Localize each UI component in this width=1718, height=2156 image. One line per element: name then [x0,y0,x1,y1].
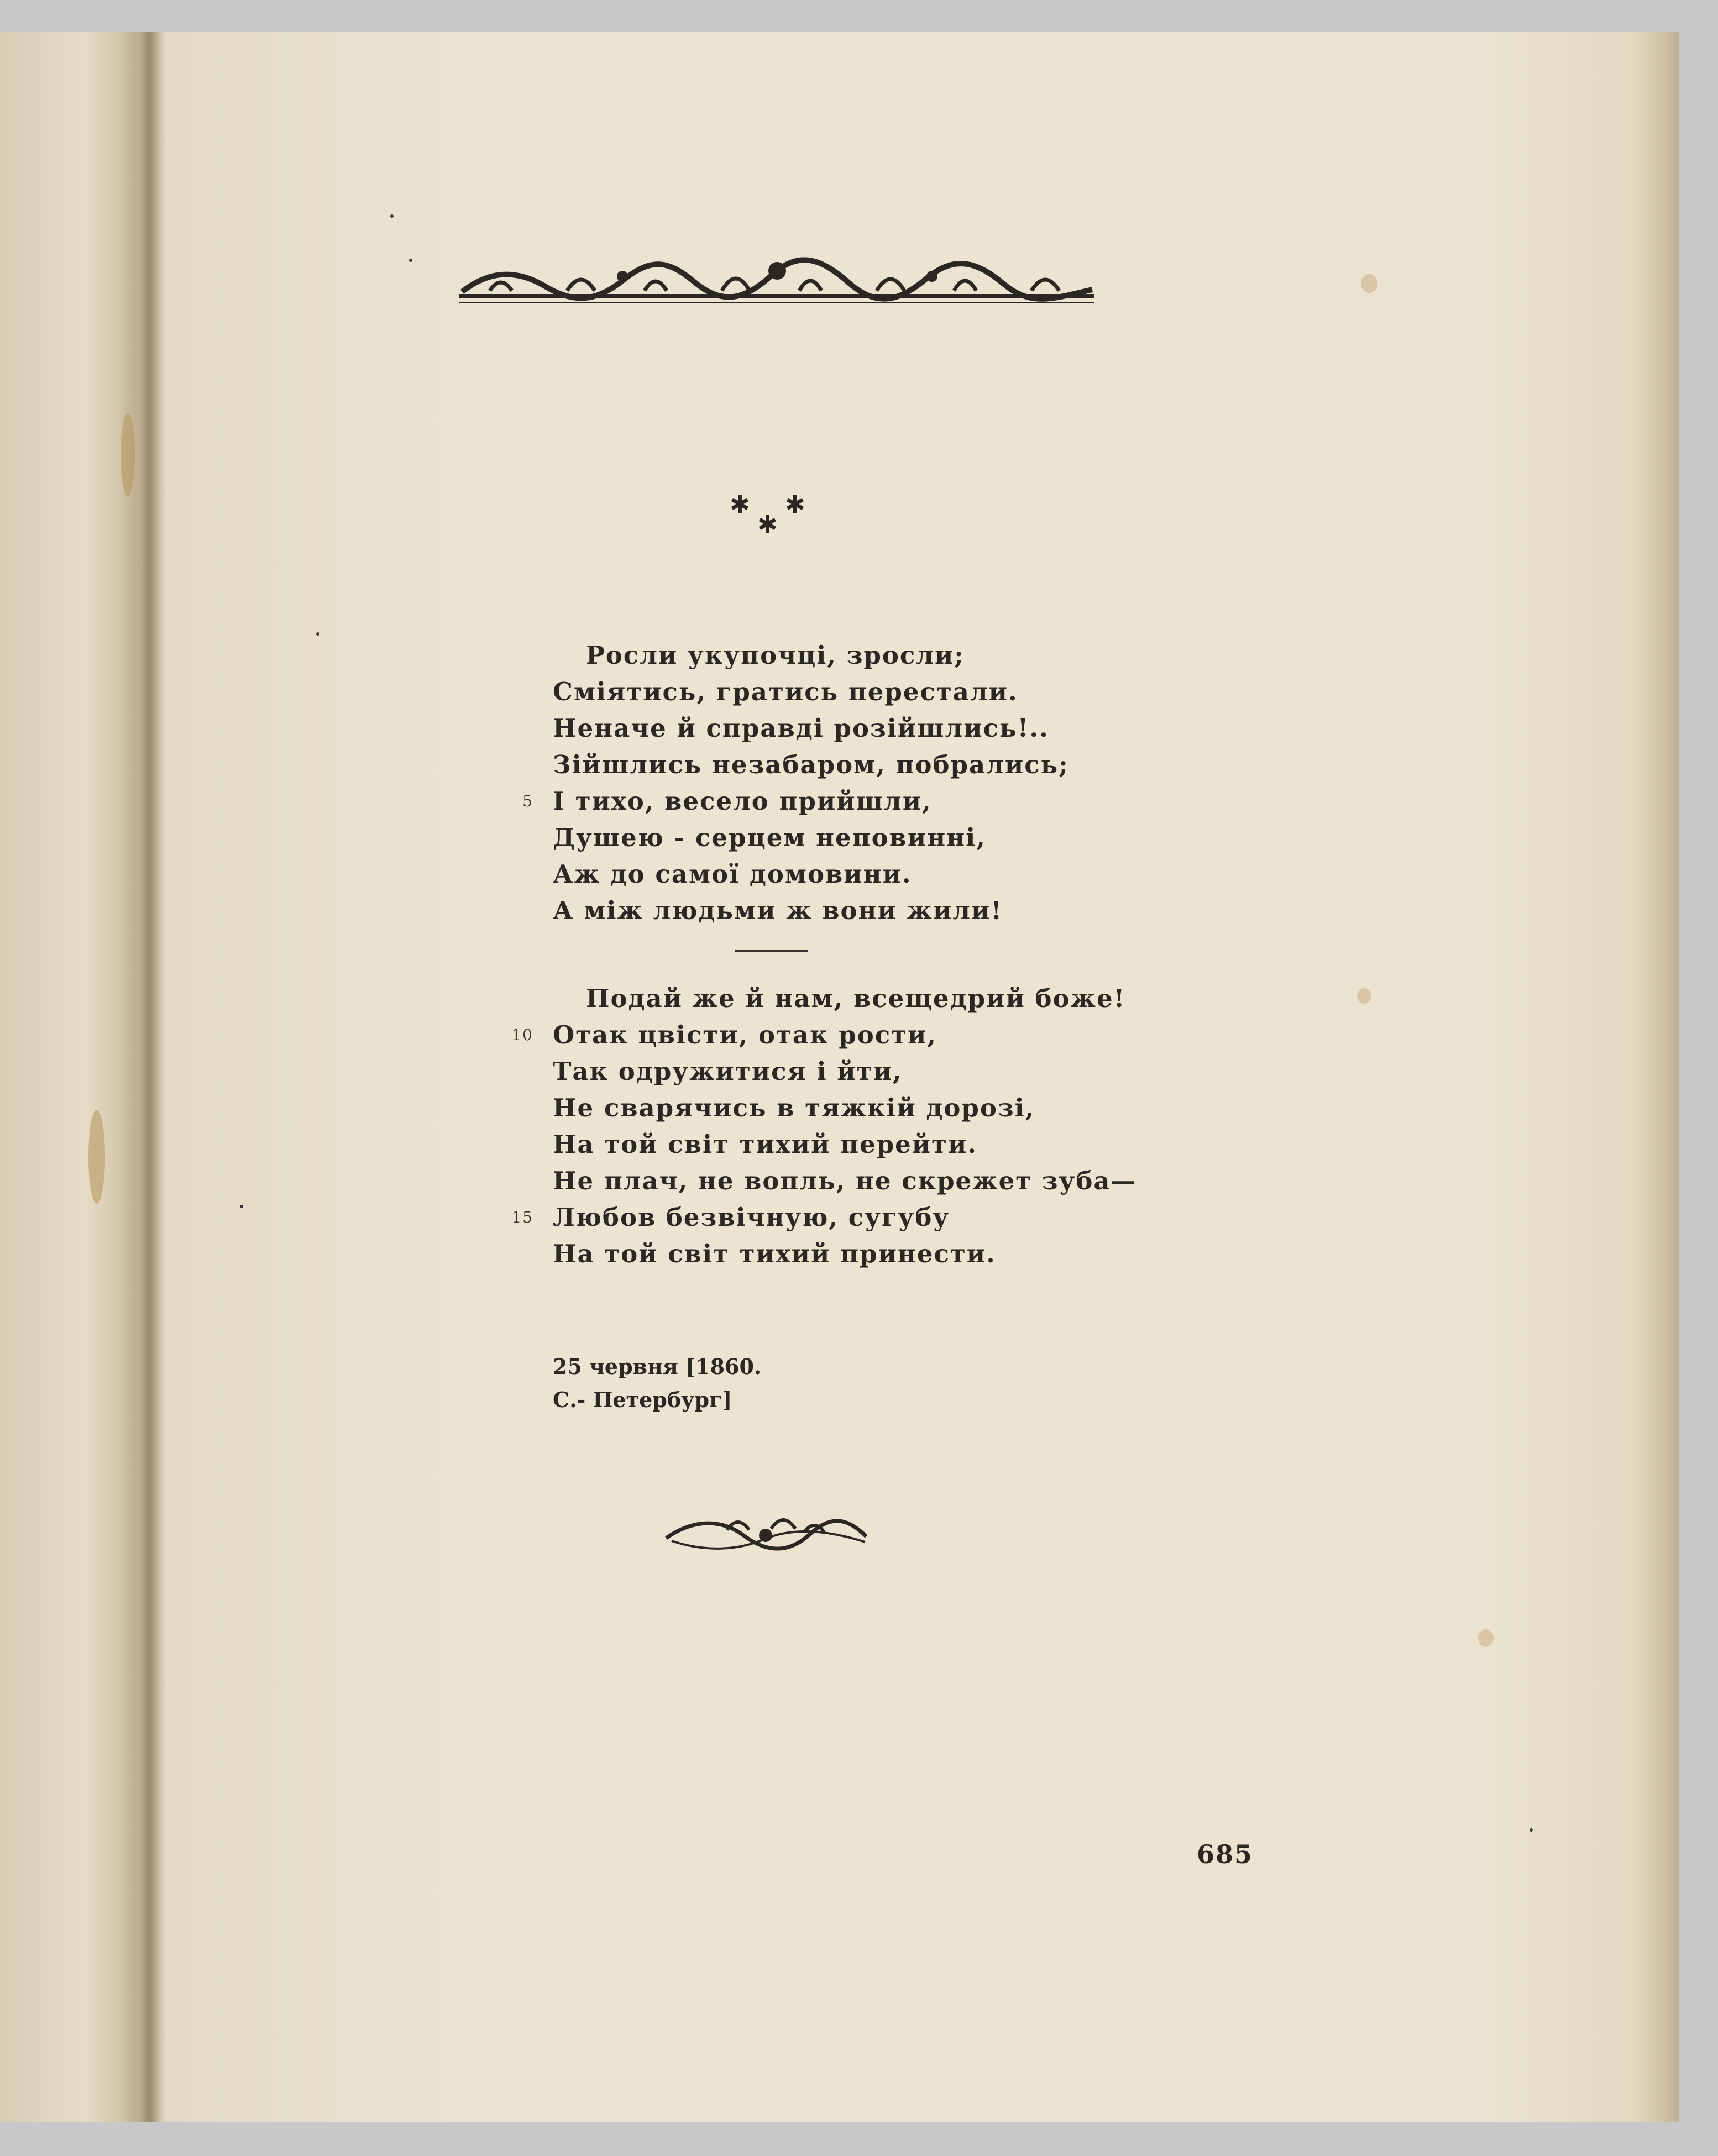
poem-line [553,674,1161,710]
line-text: Любов безвічную, сугубу [553,1203,950,1232]
poem-line [553,893,1161,929]
poem-line [553,980,1161,1017]
line-text: Неначе й справді розійшлись!.. [553,714,1049,743]
poem-line [553,1126,1161,1163]
paper-stain [1478,1629,1494,1647]
line-text: Не сварячись в тяжкій дорозі, [553,1093,1035,1122]
line-text: Не плач, не вопль, не скрежет зуба— [553,1166,1137,1195]
poem-line [522,783,1161,820]
paper-stain [1361,274,1377,293]
ink-speck [390,214,394,218]
poem-line [553,1236,1161,1272]
asterism-stars: ✱ ✱ ✱ [730,491,805,539]
spine-shadow [116,32,160,2122]
poem-line [511,1017,1161,1053]
ink-speck [409,259,412,262]
stanza-1 [522,637,1161,929]
line-text: І тихо, весело прийшли, [553,786,932,816]
place-text: С.- Петербург] [553,1387,732,1412]
poem-line [553,710,1161,747]
poem-line [553,747,1161,783]
poem-line [553,1053,1161,1090]
line-text: Аж до самої домовини. [553,859,912,889]
date-text: 25 червня [1860. [553,1354,762,1379]
ink-speck [1530,1828,1533,1832]
paper-stain [1357,988,1371,1004]
line-text: На той світ тихий принести. [553,1239,996,1268]
line-text: Подай же й нам, всещедрий боже! [586,984,1126,1013]
line-text: На той світ тихий перейти. [553,1130,978,1159]
paper-stain [121,413,135,496]
poem-line [553,1090,1161,1126]
line-text: Зійшлись незабаром, побрались; [553,750,1069,779]
poem [511,637,1161,1272]
poem-line [553,820,1161,856]
line-text: Душею - серцем неповинні, [553,823,986,852]
line-number: 15 [511,1208,533,1226]
line-number: 10 [511,1026,533,1044]
ink-speck [316,632,319,636]
poem-line [553,637,1161,674]
line-text: Так одружитися і йти, [553,1057,903,1086]
page-number: 685 [1197,1839,1254,1869]
line-text: Отак цвісти, отак рости, [553,1020,937,1050]
bottom-floral-ornament-icon [661,1508,871,1563]
ink-speck [240,1205,243,1208]
poem-line [511,1199,1161,1236]
poem-line [553,1163,1161,1199]
line-number: 5 [522,792,533,810]
poem-line [553,856,1161,893]
stanza-2 [511,980,1161,1272]
paper-stain [88,1110,105,1204]
line-text: А між людьми ж вони жили! [553,896,1003,925]
top-floral-ornament-icon [457,248,1098,314]
line-text: Сміятись, гратись перестали. [553,677,1018,706]
book-page [0,32,1679,2122]
stanza-divider [735,950,808,952]
dateline [553,1350,761,1417]
line-text: Росли укупочці, зросли; [586,641,965,670]
